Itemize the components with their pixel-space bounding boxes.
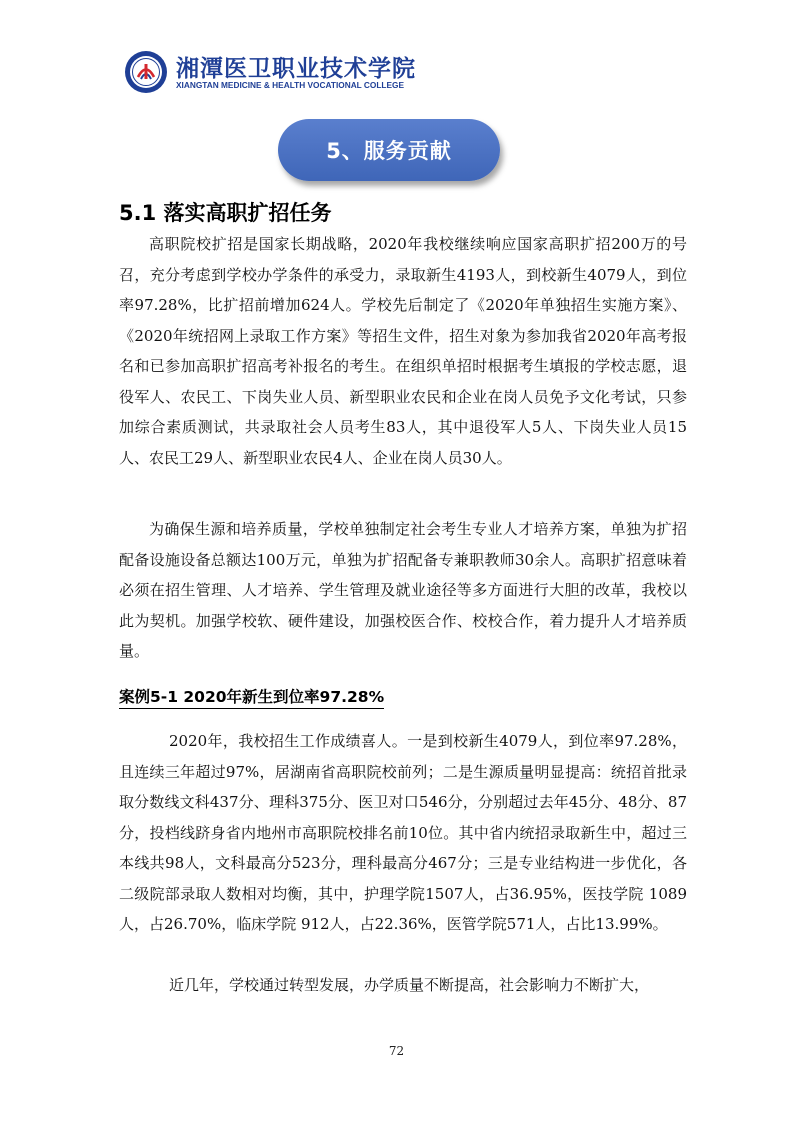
case-paragraph: 2020年，我校招生工作成绩喜人。一是到校新生4079人，到位率97.28%，且连续三年超过97%，居湖南省高职院校前列；二是生源质量明显提高：统招首批录取分数线文科437分、理科375分、医卫对口546分，分别超过去年45分、48分、87分，投档线跻身省内地州市高职院校排名前10位。其中省内统招录取新生中，超过三本线共98人，文科最高分523分，理科最高分467分；三是专业结构进一步优化，各二级院部录取人数相对均衡，其中，护理学院1507人，占36.95%，医技学院 1089人，占26.70%，临床学院 912人，占22.36%，医管学院571人，占比13.99%。 (119, 732, 687, 933)
college-logo (124, 50, 168, 94)
header (124, 48, 544, 98)
case-heading: 案例5-1 2020年新生到位率97.28% (119, 687, 384, 709)
body-paragraph: 高职院校扩招是国家长期战略，2020年我校继续响应国家高职扩招200万的号召，充分考虑到学校办学条件的承受力，录取新生4193人，到校新生4079人，到位率97.28%，比扩招前增加624人。学校先后制定了《2020年单独招生实施方案》、《2020年统招网上录取工作方案》等招生文件，招生对象为参加我省2020年高考报名和已参加高职扩招高考补报名的考生。在组织单招时根据考生填报的学校志愿，退役军人、农民工、下岗失业人员、新型职业农民和企业在岗人员免予文化考试，只参加综合素质测试，共录取社会人员考生83人，其中退役军人5人、下岗失业人员15人、农民工29人、新型职业农民4人、企业在岗人员30人。 (119, 235, 687, 467)
section-heading: 5.1 落实高职扩招任务 (119, 201, 332, 225)
page-number: 72 (388, 1044, 405, 1058)
chapter-banner (278, 119, 500, 181)
body-paragraph: 为确保生源和培养质量，学校单独制定社会考生专业人才培养方案，单独为扩招配备设施设备总额达100万元，单独为扩招配备专兼职教师30余人。高职扩招意味着必须在招生管理、人才培养、学生管理及就业途径等多方面进行大胆的改革，我校以此为契机。加强学校软、硬件建设，加强校医合作、校校合作，着力提升人才培养质量。 (119, 520, 687, 660)
school-name-cn: 湘潭医卫职业技术学院 (176, 55, 416, 82)
chapter-title: 5、服务贡献 (326, 139, 452, 163)
case-paragraph: 近几年，学校通过转型发展，办学质量不断提高，社会影响力不断扩大， (169, 976, 650, 994)
school-name-en: XIANGTAN MEDICINE & HEALTH VOCATIONAL COLLEGE (176, 80, 405, 90)
